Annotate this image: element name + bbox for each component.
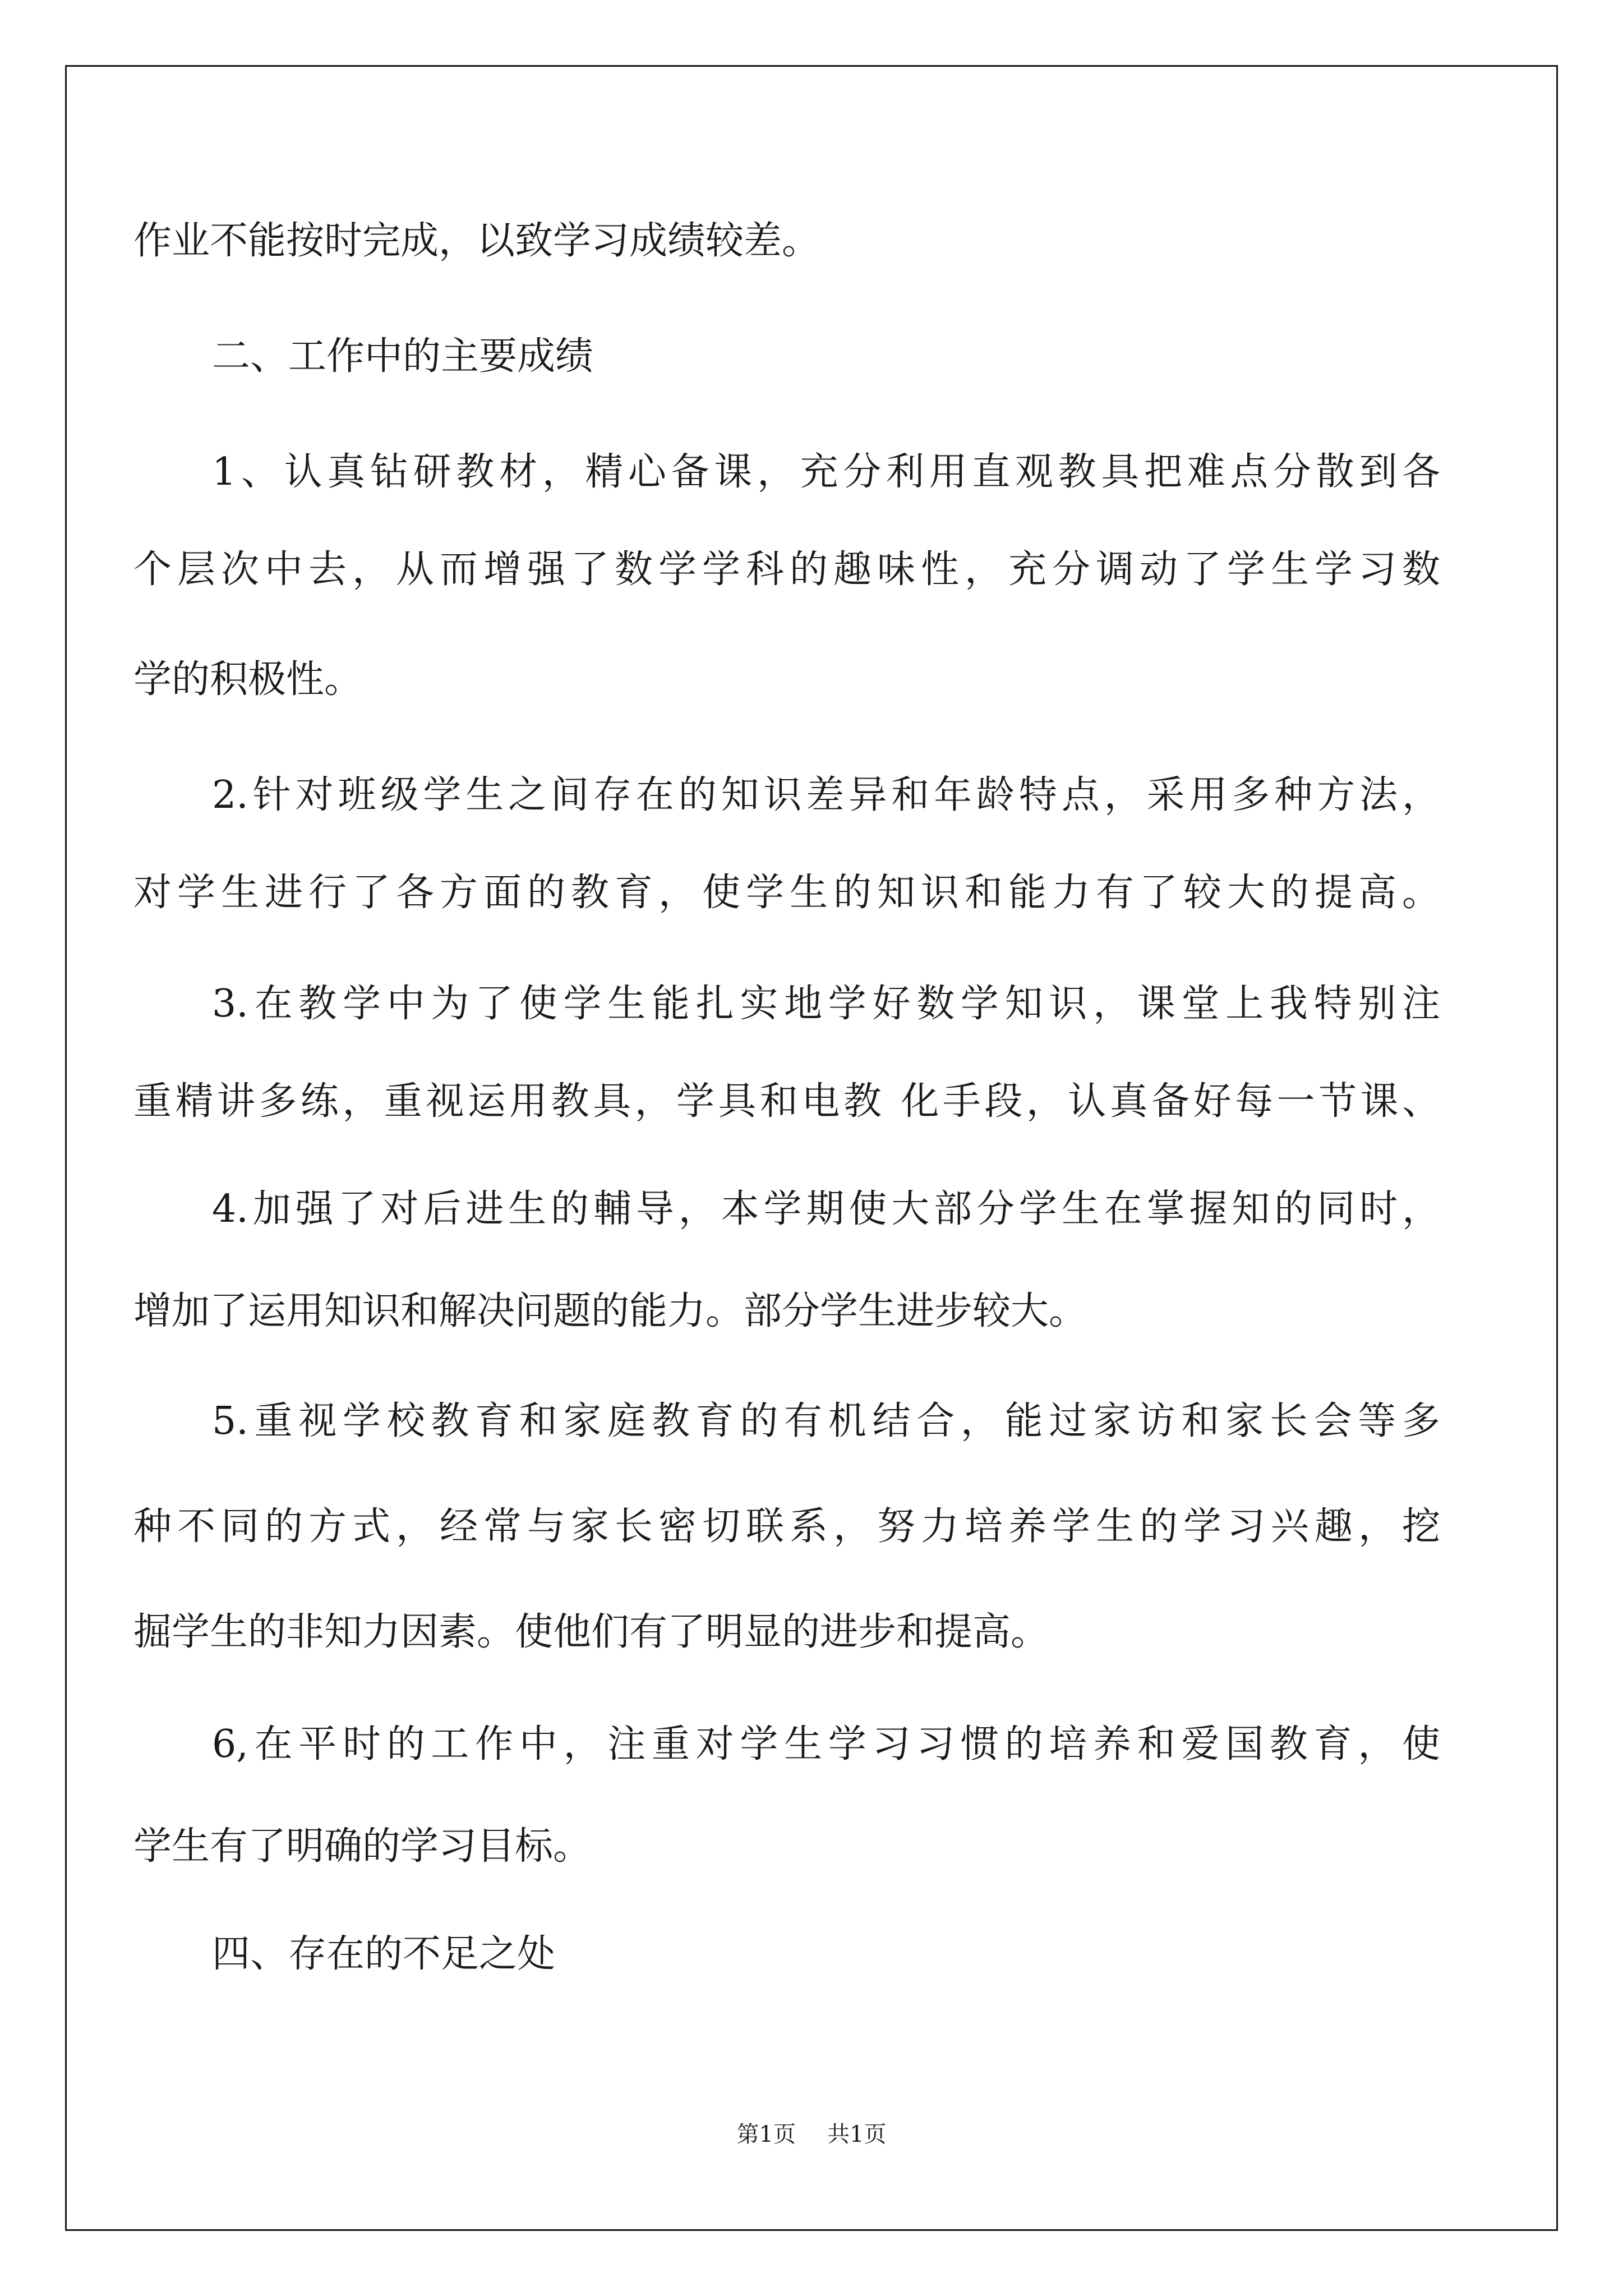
section-heading: 二、工作中的主要成绩 [212,334,594,379]
paragraph-line: 学的积极性。 [133,657,363,702]
paragraph-line: 重精讲多练，重视运用教具，学具和电教 化手段，认真备好每一节课、 [133,1079,1440,1124]
page-number: 第1页 [736,2122,796,2147]
paragraph-line: 2.针对班级学生之间存在的知识差异和年龄特点，采用多种方法， [212,773,1440,817]
paragraph-line: 增加了运用知识和解决问题的能力。部分学生进步较大。 [133,1289,1087,1333]
page-total: 共1页 [827,2122,887,2147]
paragraph-line: 6,在平时的工作中，注重对学生学习习惯的培养和爱国教育，使 [212,1722,1440,1766]
section-heading: 四、存在的不足之处 [212,1932,556,1976]
paragraph-line: 4.加强了对后进生的輔导，本学期使大部分学生在掌握知的同时， [212,1187,1440,1231]
paragraph-line: 作业不能按时完成，以致学习成绩较差。 [133,219,820,263]
page-footer [0,2118,1623,2151]
paragraph-line: 3.在教学中为了使学生能扎实地学好数学知识，课堂上我特别注 [212,982,1440,1026]
paragraph-line: 5.重视学校教育和家庭教育的有机结合，能过家访和家长会等多 [212,1399,1440,1443]
paragraph-line: 个层次中去，从而增强了数学学科的趣味性，充分调动了学生学习数 [133,547,1440,592]
paragraph-line: 学生有了明确的学习目标。 [133,1824,592,1869]
paragraph-line: 对学生进行了各方面的教育，使学生的知识和能力有了较大的提高。 [133,871,1440,915]
page-frame [65,65,1558,2231]
paragraph-line: 掘学生的非知力因素。使他们有了明显的进步和提高。 [133,1610,1049,1654]
paragraph-line: 种不同的方式，经常与家长密切联系，努力培养学生的学习兴趣，挖 [133,1504,1440,1549]
paragraph-line: 1、认真钻研教材，精心备课，充分利用直观教具把难点分散到各 [212,450,1440,494]
